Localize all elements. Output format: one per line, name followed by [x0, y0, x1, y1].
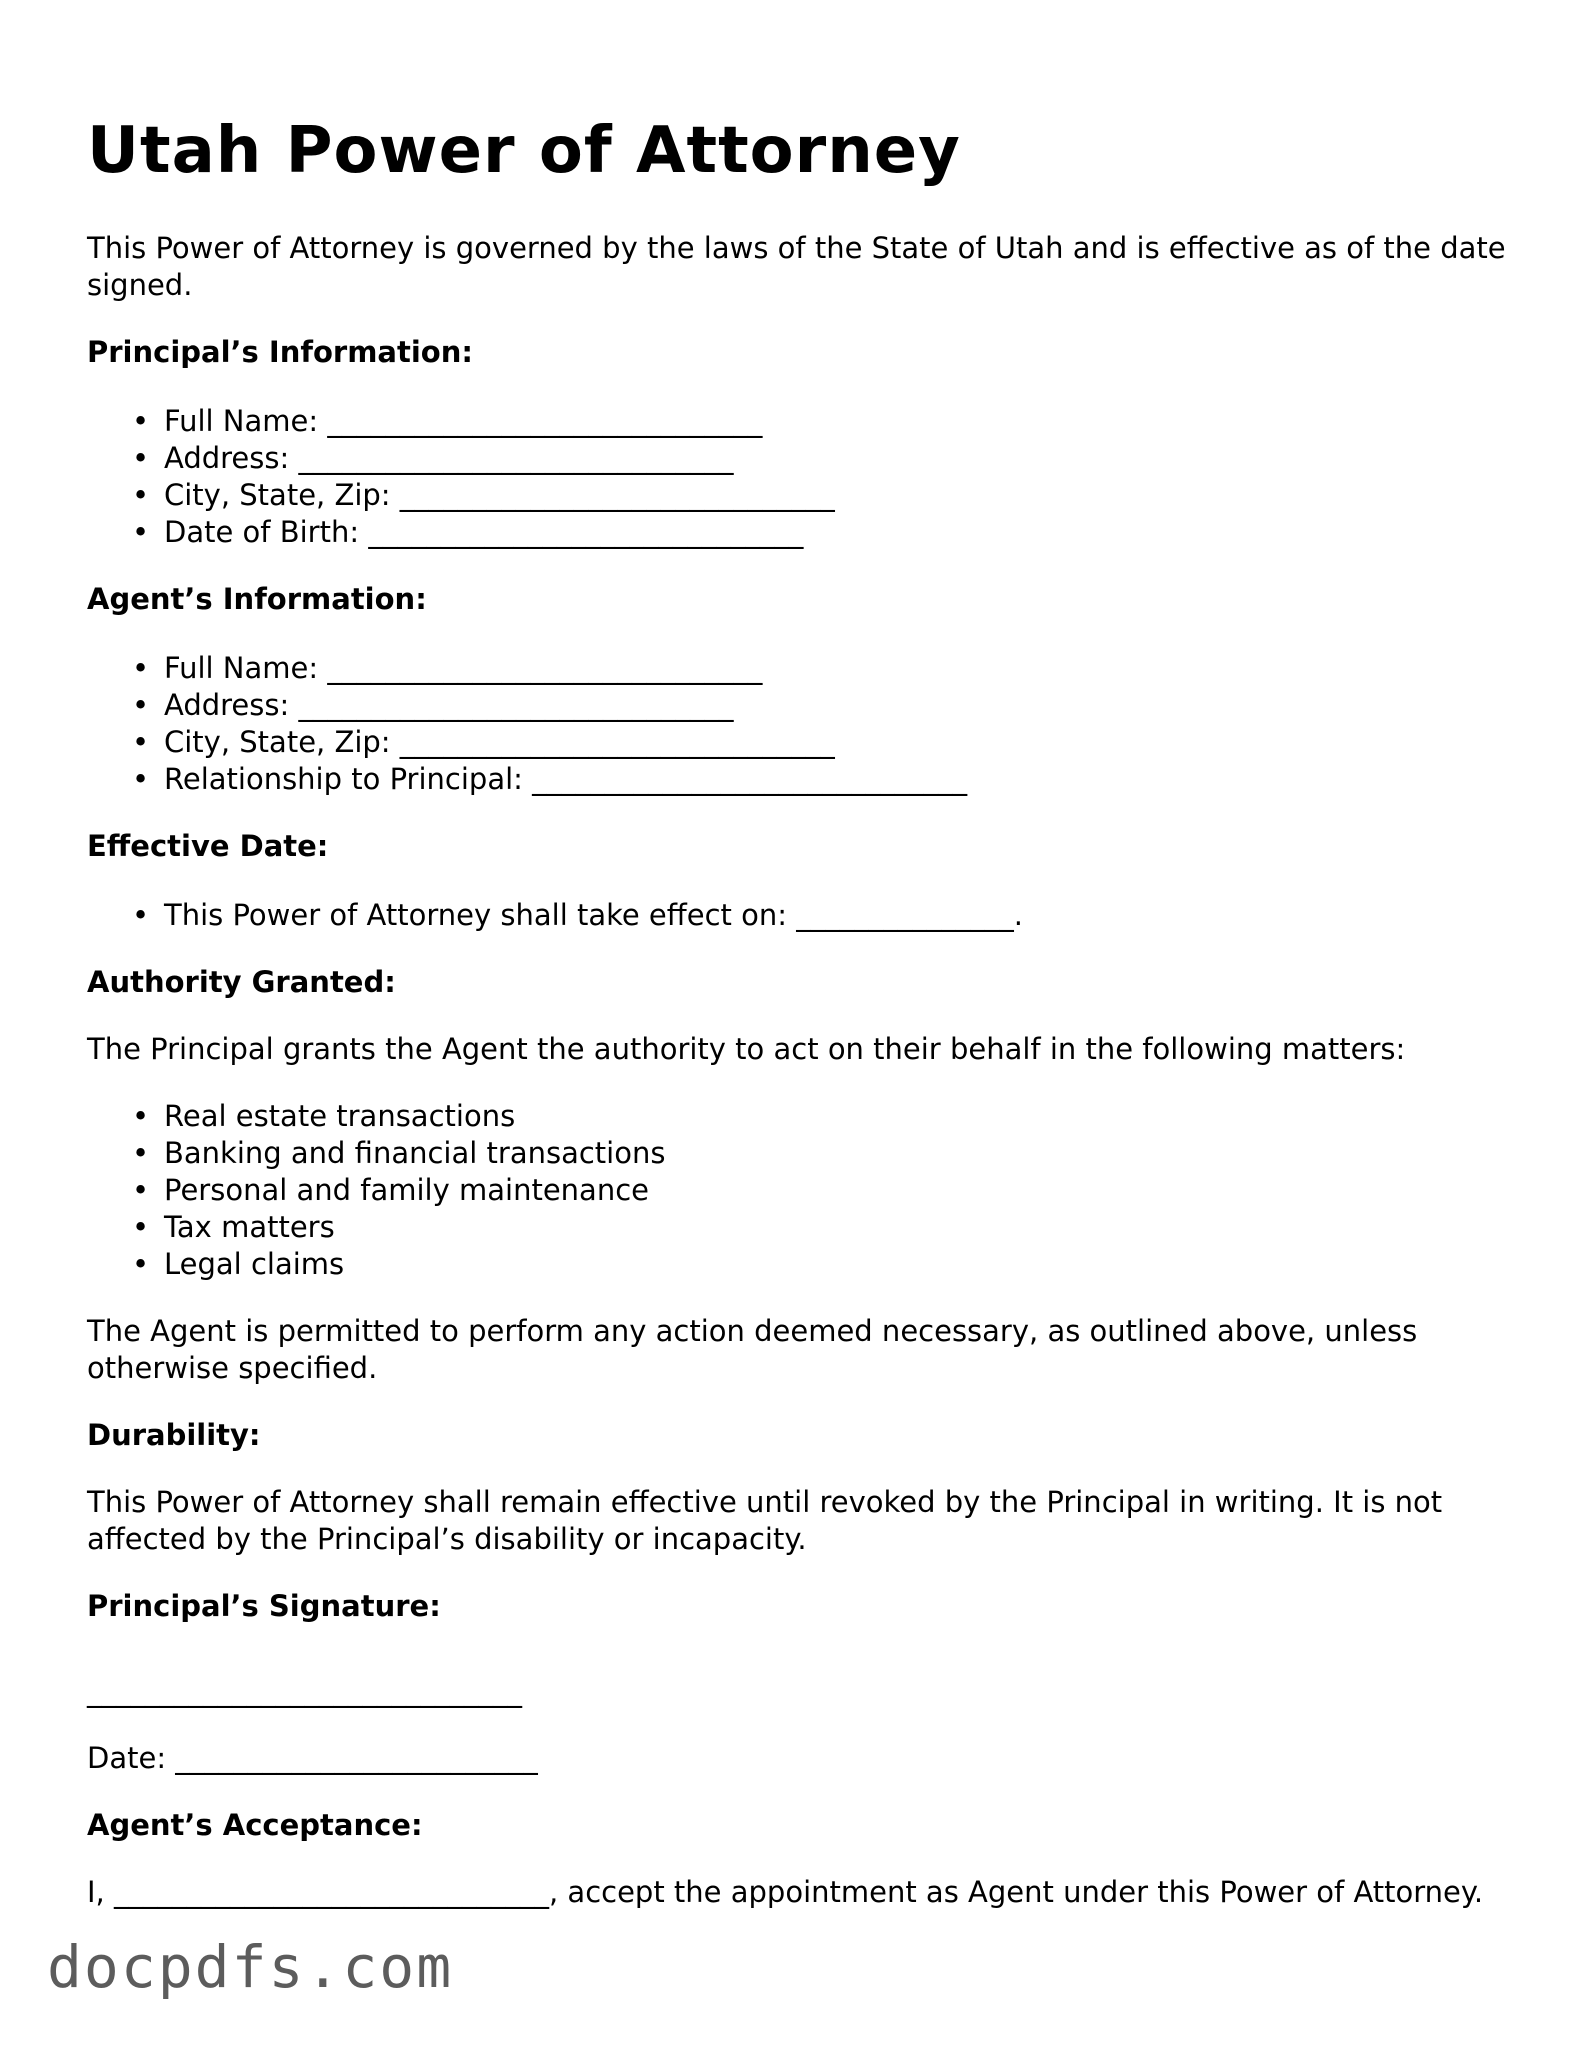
intro-paragraph: This Power of Attorney is governed by the laws of the State of Utah and is effective as of the date signed.	[87, 231, 1506, 302]
list-item: • Banking and financial transactions	[132, 1136, 666, 1170]
bullet-icon: •	[132, 441, 150, 475]
bullet-icon: •	[132, 478, 150, 512]
bullet-icon: •	[132, 651, 150, 685]
authority-list	[87, 1098, 1507, 1283]
principal-info-heading: Principal’s Information:	[87, 335, 473, 369]
list-item: • Personal and family maintenance	[132, 1173, 649, 1207]
bullet-icon: •	[132, 1247, 150, 1281]
bullet-icon: •	[132, 1173, 150, 1207]
list-item: • Legal claims	[132, 1247, 345, 1281]
agent-info-heading: Agent’s Information:	[87, 582, 427, 616]
agent-info-list	[87, 650, 1507, 798]
list-item: • This Power of Attorney shall take effect on: _______________.	[132, 898, 1023, 932]
bullet-icon: •	[132, 515, 150, 549]
bullet-icon: •	[132, 725, 150, 759]
principal-signature-line: ______________________________	[87, 1674, 522, 1708]
bullet-icon: •	[132, 1136, 150, 1170]
effective-date-heading: Effective Date:	[87, 829, 329, 863]
agent-acceptance-heading: Agent’s Acceptance:	[87, 1808, 423, 1842]
bullet-icon: •	[132, 1210, 150, 1244]
durability-heading: Durability:	[87, 1418, 261, 1452]
authority-intro: The Principal grants the Agent the authority to act on their behalf in the following matters:	[87, 1032, 1406, 1066]
list-item: • Relationship to Principal: ______________________________	[132, 762, 968, 796]
agent-acceptance-text: I, ______________________________, accept the appointment as Agent under this Power of Attorney.	[87, 1875, 1484, 1909]
authority-closing: The Agent is permitted to perform any action deemed necessary, as outlined above, unless otherwise specified.	[87, 1314, 1418, 1385]
document-title: Utah Power of Attorney	[87, 114, 961, 188]
bullet-icon: •	[132, 898, 150, 932]
principal-info-list	[87, 403, 1507, 551]
effective-date-list	[87, 897, 1507, 934]
bullet-icon: •	[132, 404, 150, 438]
principal-signature-heading: Principal’s Signature:	[87, 1589, 441, 1623]
principal-signature-date: Date: _________________________	[87, 1741, 538, 1775]
bullet-icon: •	[132, 688, 150, 722]
list-item: • Tax matters	[132, 1210, 335, 1244]
bullet-icon: •	[132, 762, 150, 796]
bullet-icon: •	[132, 1099, 150, 1133]
list-item: • City, State, Zip: ______________________________	[132, 725, 835, 759]
document-page	[87, 112, 1507, 1911]
watermark: docpdfs.com	[47, 1933, 454, 2001]
list-item: • City, State, Zip: ______________________________	[132, 478, 835, 512]
list-item: • Address: ______________________________	[132, 688, 734, 722]
list-item: • Full Name: ______________________________	[132, 404, 763, 438]
list-item: • Date of Birth: ______________________________	[132, 515, 804, 549]
list-item: • Address: ______________________________	[132, 441, 734, 475]
durability-text: This Power of Attorney shall remain effective until revoked by the Principal in writing. It is not affected by the Principal’s disability or incapacity.	[87, 1485, 1443, 1556]
list-item: • Real estate transactions	[132, 1099, 516, 1133]
authority-heading: Authority Granted:	[87, 965, 396, 999]
list-item: • Full Name: ______________________________	[132, 651, 763, 685]
